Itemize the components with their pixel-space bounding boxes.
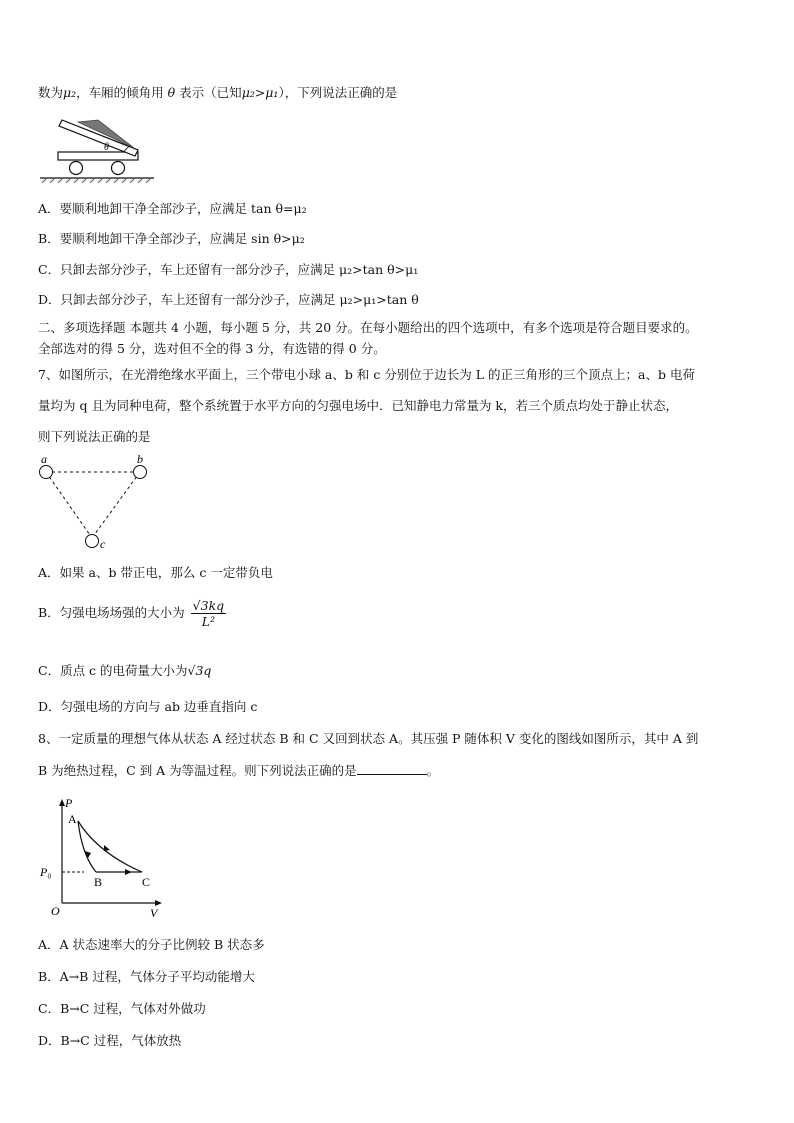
q8-option-c: C．B→C 过程，气体对外做功 [38, 1001, 206, 1016]
q8-line1: 8、一定质量的理想气体从状态 A 经过状态 B 和 C 又回到状态 A。其压强 P 随体积 V 变化的图线如图所示，其中 A 到 [38, 731, 699, 746]
triangle-charges-figure [36, 452, 161, 552]
axis-p-label: P [65, 796, 73, 810]
state-c-label: C [142, 875, 151, 889]
q8-option-b: B．A→B 过程，气体分子平均动能增大 [38, 969, 255, 984]
label-a: a [41, 452, 47, 466]
q7-option-a: A．如果 a、b 带正电，那么 c 一定带负电 [38, 565, 273, 580]
axis-v-label: V [150, 906, 158, 920]
q7-option-b: B．匀强电场场强的大小为 $\frac{√3kq}{\text{L²}}$ [38, 598, 225, 629]
label-b: b [137, 452, 143, 466]
dump-truck-figure [38, 110, 158, 185]
theta-label: θ [104, 142, 109, 153]
pv-diagram [38, 793, 173, 921]
q6-intro: 数为μ₂，车厢的倾角用 θ 表示（已知μ₂>μ₁），下列说法正确的是 [38, 85, 398, 100]
q8-option-a: A．A 状态速率大的分子比例较 B 状态多 [38, 937, 265, 952]
q7-line2: 量均为 q 且为同种电荷，整个系统置于水平方向的匀强电场中．已知静电力常量为 k，若三个质点均处于静止状态， [38, 398, 678, 413]
p0-label: P₀ [40, 865, 52, 879]
q6-option-c: C．只卸去部分沙子，车上还留有一部分沙子，应满足 μ₂>tan θ>μ₁ [38, 262, 419, 277]
q6-option-d: D．只卸去部分沙子，车上还留有一部分沙子，应满足 μ₂>μ₁>tan θ [38, 292, 419, 307]
field-strength-fraction: $\frac{√3kq}{\text{L²}}$ [192, 598, 225, 629]
q8-option-d: D．B→C 过程，气体放热 [38, 1033, 182, 1048]
section2-line1: 二、多项选择题 本题共 4 小题，每小题 5 分，共 20 分。在每小题给出的四个选项中，有多个选项是符合题目要求的。 [38, 320, 698, 335]
origin-label: O [51, 904, 60, 918]
label-c: c [100, 537, 106, 551]
q8-line2: B 为绝热过程，C 到 A 为等温过程。则下列说法正确的是 。 [38, 763, 440, 778]
q7-line3: 则下列说法正确的是 [38, 429, 151, 444]
q6-option-b: B．要顺利地卸干净全部沙子，应满足 sin θ>μ₂ [38, 231, 305, 246]
answer-blank [357, 762, 427, 775]
state-b-label: B [94, 875, 103, 889]
q7-option-d: D．匀强电场的方向与 ab 边垂直指向 c [38, 699, 258, 714]
q7-option-c: C．质点 c 的电荷量大小为√3q [38, 663, 212, 678]
q7-line1: 7、如图所示，在光滑绝缘水平面上，三个带电小球 a、b 和 c 分别位于边长为 L 的正三角形的三个顶点上；a、b 电荷 [38, 367, 695, 382]
section2-line2: 全部选对的得 5 分，选对但不全的得 3 分，有选错的得 0 分。 [38, 341, 386, 356]
q6-option-a: A．要顺利地卸干净全部沙子，应满足 tan θ=μ₂ [38, 201, 307, 216]
state-a-label: A [68, 812, 77, 826]
